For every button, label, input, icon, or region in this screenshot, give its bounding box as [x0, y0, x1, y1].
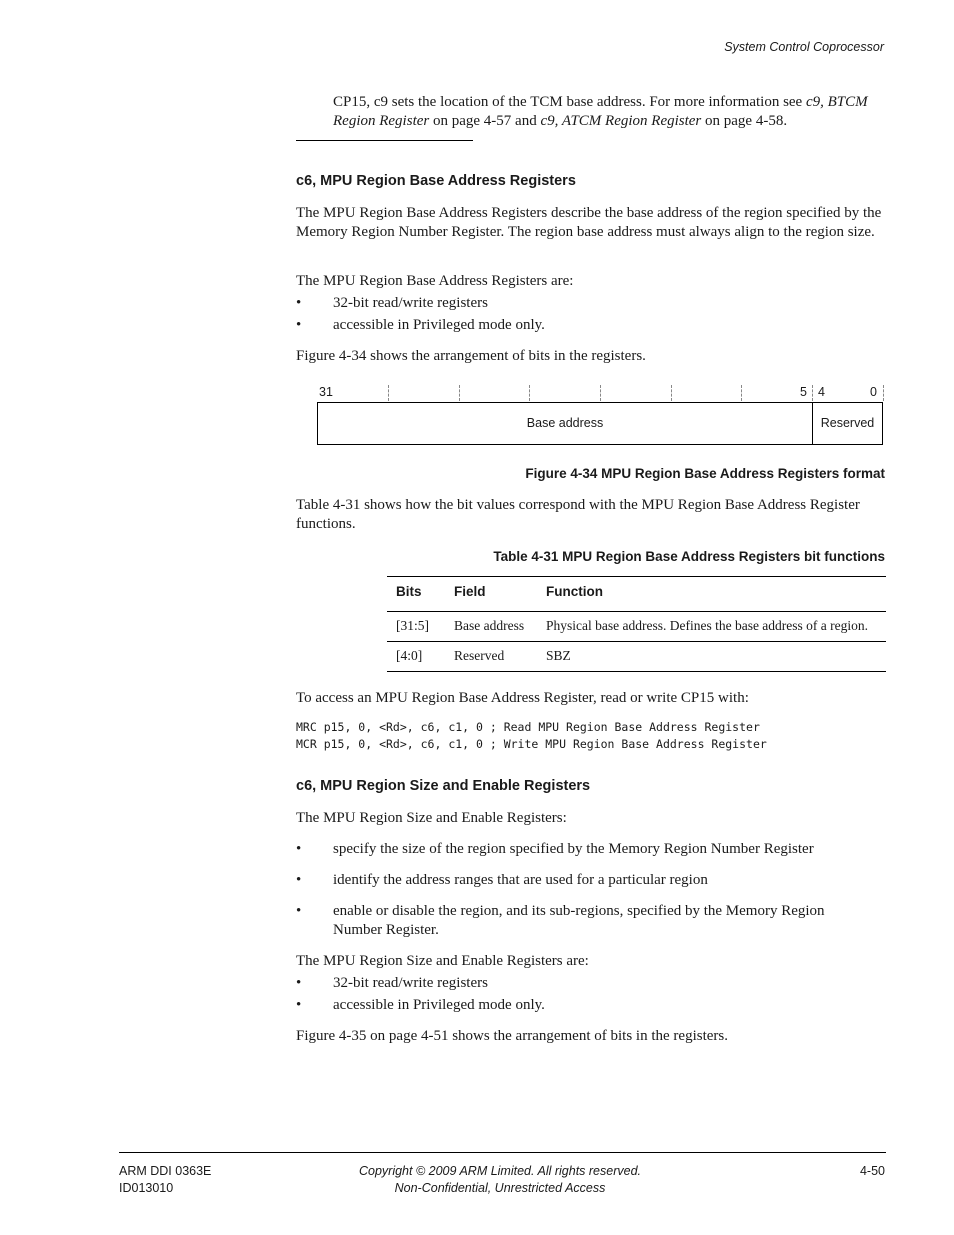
bullet-marker: •	[296, 872, 302, 888]
paragraph: Table 4-31 shows how the bit values correspond with the MPU Region Base Address Register functions.	[296, 497, 860, 532]
paragraph: Figure 4-35 on page 4-51 shows the arrangement of bits in the registers.	[296, 1028, 728, 1044]
bit-tick	[388, 385, 389, 401]
paragraph: Figure 4-34 shows the arrangement of bits in the registers.	[296, 348, 646, 364]
list-item: 32-bit read/write registers	[333, 295, 488, 311]
paragraph: The MPU Region Base Address Registers describe the base address of the region specified by the Memory Region Number Register. The region base address must always align to the region size.	[296, 205, 882, 240]
footer-copyright	[300, 1163, 700, 1197]
note-text: on page 4-58.	[701, 113, 788, 129]
paragraph: The MPU Region Base Address Registers are:	[296, 273, 574, 289]
footer-rule	[119, 1152, 886, 1153]
table-cell: [4:0]	[396, 648, 423, 663]
list-item: identify the address ranges that are used for a particular region	[333, 872, 708, 888]
table-cell: Reserved	[454, 648, 505, 663]
table-cell: [31:5]	[396, 618, 429, 633]
page-number: 4-50	[859, 1164, 885, 1178]
section-heading-size-enable: c6, MPU Region Size and Enable Registers	[296, 778, 591, 794]
list-item: specify the size of the region specified by the Memory Region Number Register	[333, 841, 814, 857]
paragraph: The MPU Region Size and Enable Registers:	[296, 810, 567, 826]
bit-tick	[671, 385, 672, 401]
link-btcm-region-register[interactable]: c9, BTCM Region Register	[333, 94, 868, 129]
list-item: accessible in Privileged mode only.	[333, 317, 545, 333]
bit-number: 4	[818, 385, 825, 399]
table-rule	[387, 576, 886, 577]
copyright-text: Copyright © 2009 ARM Limited. All rights reserved.	[358, 1164, 641, 1178]
section-heading-base-address: c6, MPU Region Base Address Registers	[296, 173, 576, 189]
bit-tick	[459, 385, 460, 401]
note-text: CP15, c9 sets the location of the TCM base address. For more information see	[333, 94, 806, 110]
table-rule	[387, 611, 886, 612]
field-base-address: Base address	[526, 416, 604, 430]
link-atcm-region-register[interactable]: c9, ATCM Region Register	[540, 113, 702, 129]
table-cell: Physical base address. Defines the base address of a region.	[546, 618, 869, 633]
doc-number: ARM DDI 0363E	[119, 1164, 212, 1178]
code-line: MRC p15, 0, <Rd>, c6, c1, 0 ; Read MPU Region Base Address Register	[296, 720, 760, 734]
bit-tick	[529, 385, 530, 401]
doc-id: ID013010	[119, 1181, 174, 1195]
bullet-marker: •	[296, 317, 302, 333]
note-paragraph	[333, 93, 888, 131]
column-header-function: Function	[546, 584, 603, 599]
column-header-bits: Bits	[396, 584, 422, 599]
footer-doc-id	[119, 1163, 211, 1197]
bit-tick	[812, 385, 813, 401]
bullet-marker: •	[296, 975, 302, 991]
paragraph: The MPU Region Size and Enable Registers are:	[296, 953, 589, 969]
bit-tick	[883, 385, 884, 401]
bit-number: 5	[800, 385, 807, 399]
table-cell: Base address	[454, 618, 525, 633]
code-line: MCR p15, 0, <Rd>, c6, c1, 0 ; Write MPU Region Base Address Register	[296, 737, 767, 751]
bit-number: 0	[870, 385, 877, 399]
bullet-marker: •	[296, 841, 302, 857]
table-cell: SBZ	[546, 648, 571, 663]
access-text: Non-Confidential, Unrestricted Access	[394, 1181, 606, 1195]
note-text: on page 4-57 and	[429, 113, 541, 129]
bit-tick	[600, 385, 601, 401]
bullet-marker: •	[296, 997, 302, 1013]
note-divider	[296, 140, 473, 141]
table-caption: Table 4-31 MPU Region Base Address Registers bit functions	[493, 549, 885, 564]
paragraph: To access an MPU Region Base Address Register, read or write CP15 with:	[296, 690, 749, 706]
table-rule	[387, 641, 886, 642]
table-rule	[387, 671, 886, 672]
column-header-field: Field	[454, 584, 486, 599]
bullet-marker: •	[296, 903, 302, 919]
bit-number: 31	[319, 385, 333, 399]
list-item: accessible in Privileged mode only.	[333, 997, 545, 1013]
list-item: 32-bit read/write registers	[333, 975, 488, 991]
field-reserved: Reserved	[820, 416, 875, 430]
list-item: enable or disable the region, and its sub-regions, specified by the Memory Region Number Register.	[333, 903, 825, 938]
running-header: System Control Coprocessor	[724, 40, 884, 54]
bit-tick	[741, 385, 742, 401]
figure-caption: Figure 4-34 MPU Region Base Address Registers format	[525, 466, 885, 481]
bullet-marker: •	[296, 295, 302, 311]
